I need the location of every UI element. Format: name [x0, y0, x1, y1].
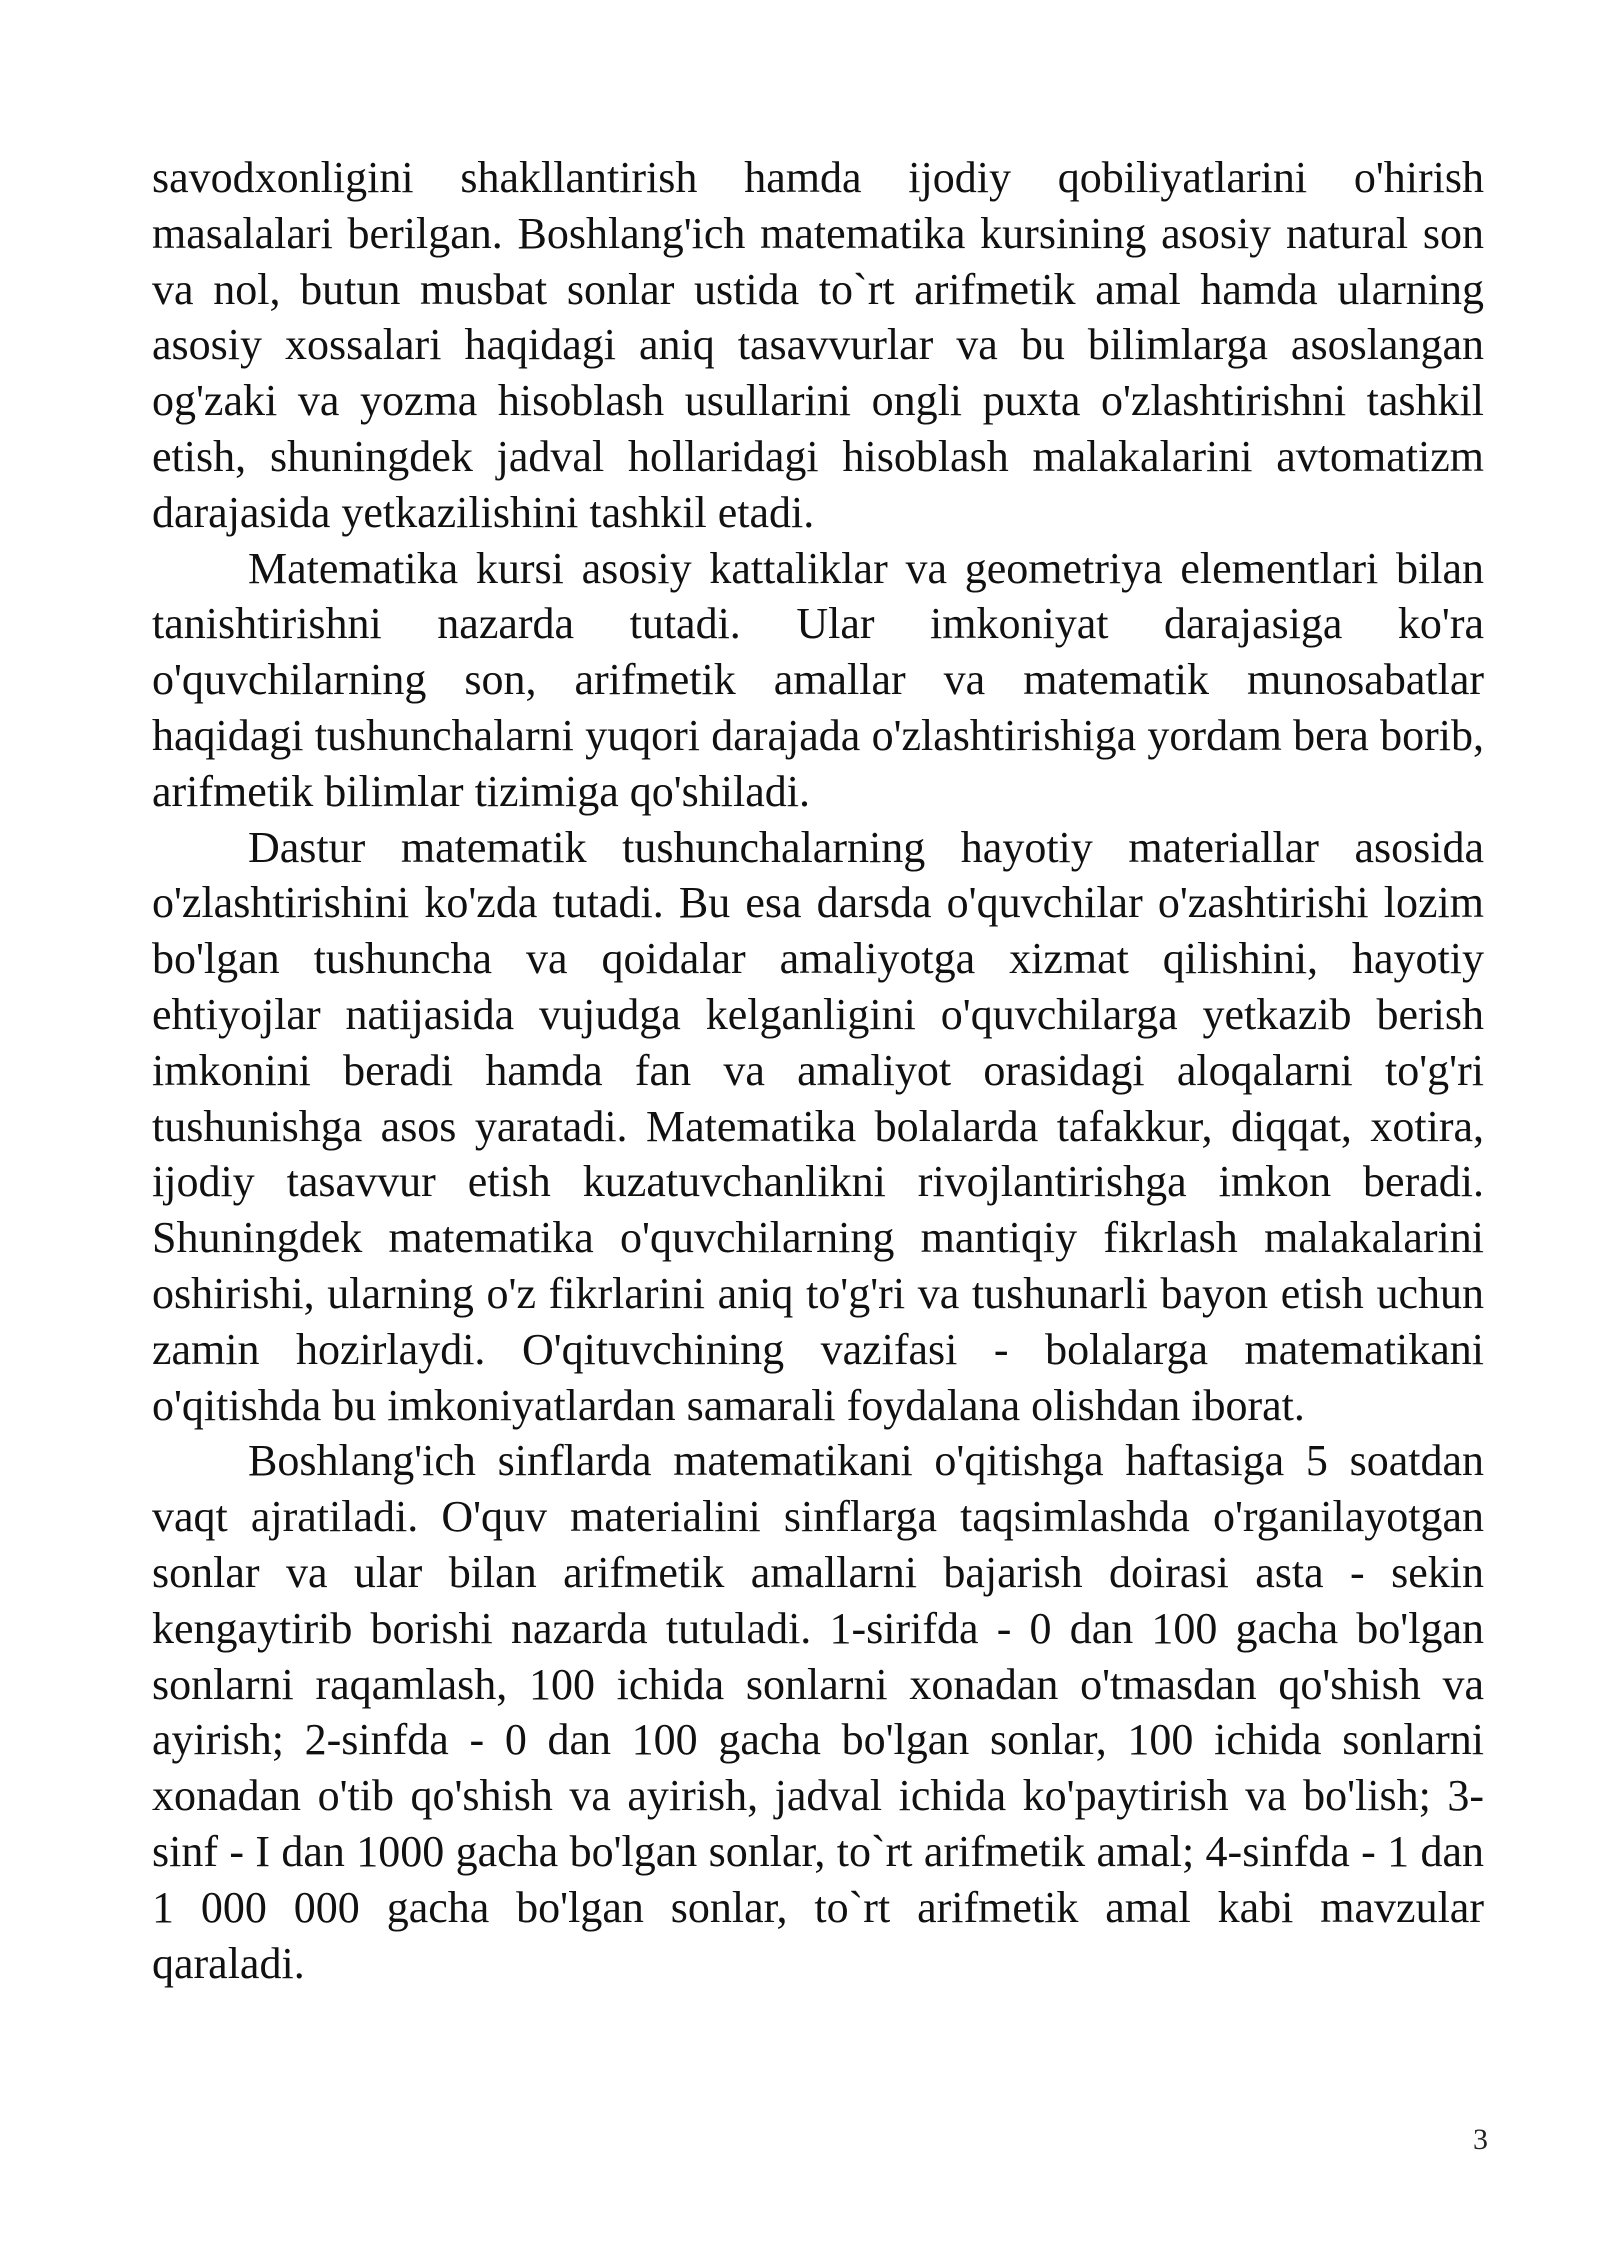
body-text — [152, 150, 1484, 1991]
page-number: 3 — [1473, 2123, 1488, 2156]
paragraph-course-elements: Matematika kursi asosiy kattaliklar va geometriya elementlari bilan tanishtirishni nazarda tutadi. Ular imkoniyat darajasiga ko'ra o'quvchilarning son, arifmetik amallar va matematik munosabatlar haqidagi tushunchalarni yuqori darajada o'zlashtirishiga yordam bera borib, arifmetik bilimlar tizimiga qo'shiladi. — [152, 543, 1484, 816]
paragraph-program: Dastur matematik tushunchalarning hayotiy materiallar asosida o'zlashtirishini ko'zda tutadi. Bu esa darsda o'quvchilar o'zashtirishi lozim bo'lgan tushuncha va qoidalar amaliyotga xizmat qilishini, hayotiy ehtiyojlar natijasida vujudga kelganligini o'quvchilarga yetkazib berish imkonini beradi hamda fan va amaliyot orasidagi aloqalarni to'g'ri tushunishga asos yaratadi. Matematika bolalarda tafakkur, diqqat, xotira, ijodiy tasavvur etish kuzatuvchanlikni rivojlantirishga imkon beradi. Shuningdek matematika o'quvchilarning mantiqiy fikrlash malakalarini oshirishi, ularning o'z fikrlarini aniq to'g'ri va tushunarli bayon etish uchun zamin hozirlaydi. O'qituvchining vazifasi - bolalarga matematikani o'qitishda bu imkoniyatlardan samarali foydalana olishdan iborat. — [152, 822, 1484, 1430]
paragraph-hours: Boshlang'ich sinflarda matematikani o'qitishga haftasiga 5 soatdan vaqt ajratiladi. O'quv materialini sinflarga taqsimlashda o'rganilayotgan sonlar va ular bilan arifmetik amallarni bajarish doirasi asta - sekin kengaytirib borishi nazarda tutuladi. 1-sirifda - 0 dan 100 gacha bo'lgan sonlarni raqamlash, 100 ichida sonlarni xonadan o'tmasdan qo'shish va ayirish; 2-sinfda - 0 dan 100 gacha bo'lgan sonlar, 100 ichida sonlarni xonadan o'tib qo'shish va ayirish, jadval ichida ko'paytirish va bo'lish; 3-sinf - I dan 1000 gacha bo'lgan sonlar, to`rt arifmetik amal; 4-sinfda - 1 dan 1 000 000 gacha bo'lgan sonlar, to`rt arifmetik amal kabi mavzular qaraladi. — [152, 1436, 1484, 1988]
paragraph-continuation: savodxonligini shakllantirish hamda ijodiy qobiliyatlarini o'hirish masalalari berilgan. Boshlang'ich matematika kursining asosiy natural son va nol, butun musbat sonlar ustida to`rt arifmetik amal hamda ularning asosiy xossalari haqidagi aniq tasavvurlar va bu bilimlarga asoslangan og'zaki va yozma hisoblash usullarini ongli puxta o'zlashtirishni tashkil etish, shuningdek jadval hollaridagi hisoblash malakalarini avtomatizm darajasida yetkazilishini tashkil etadi. — [152, 153, 1484, 537]
